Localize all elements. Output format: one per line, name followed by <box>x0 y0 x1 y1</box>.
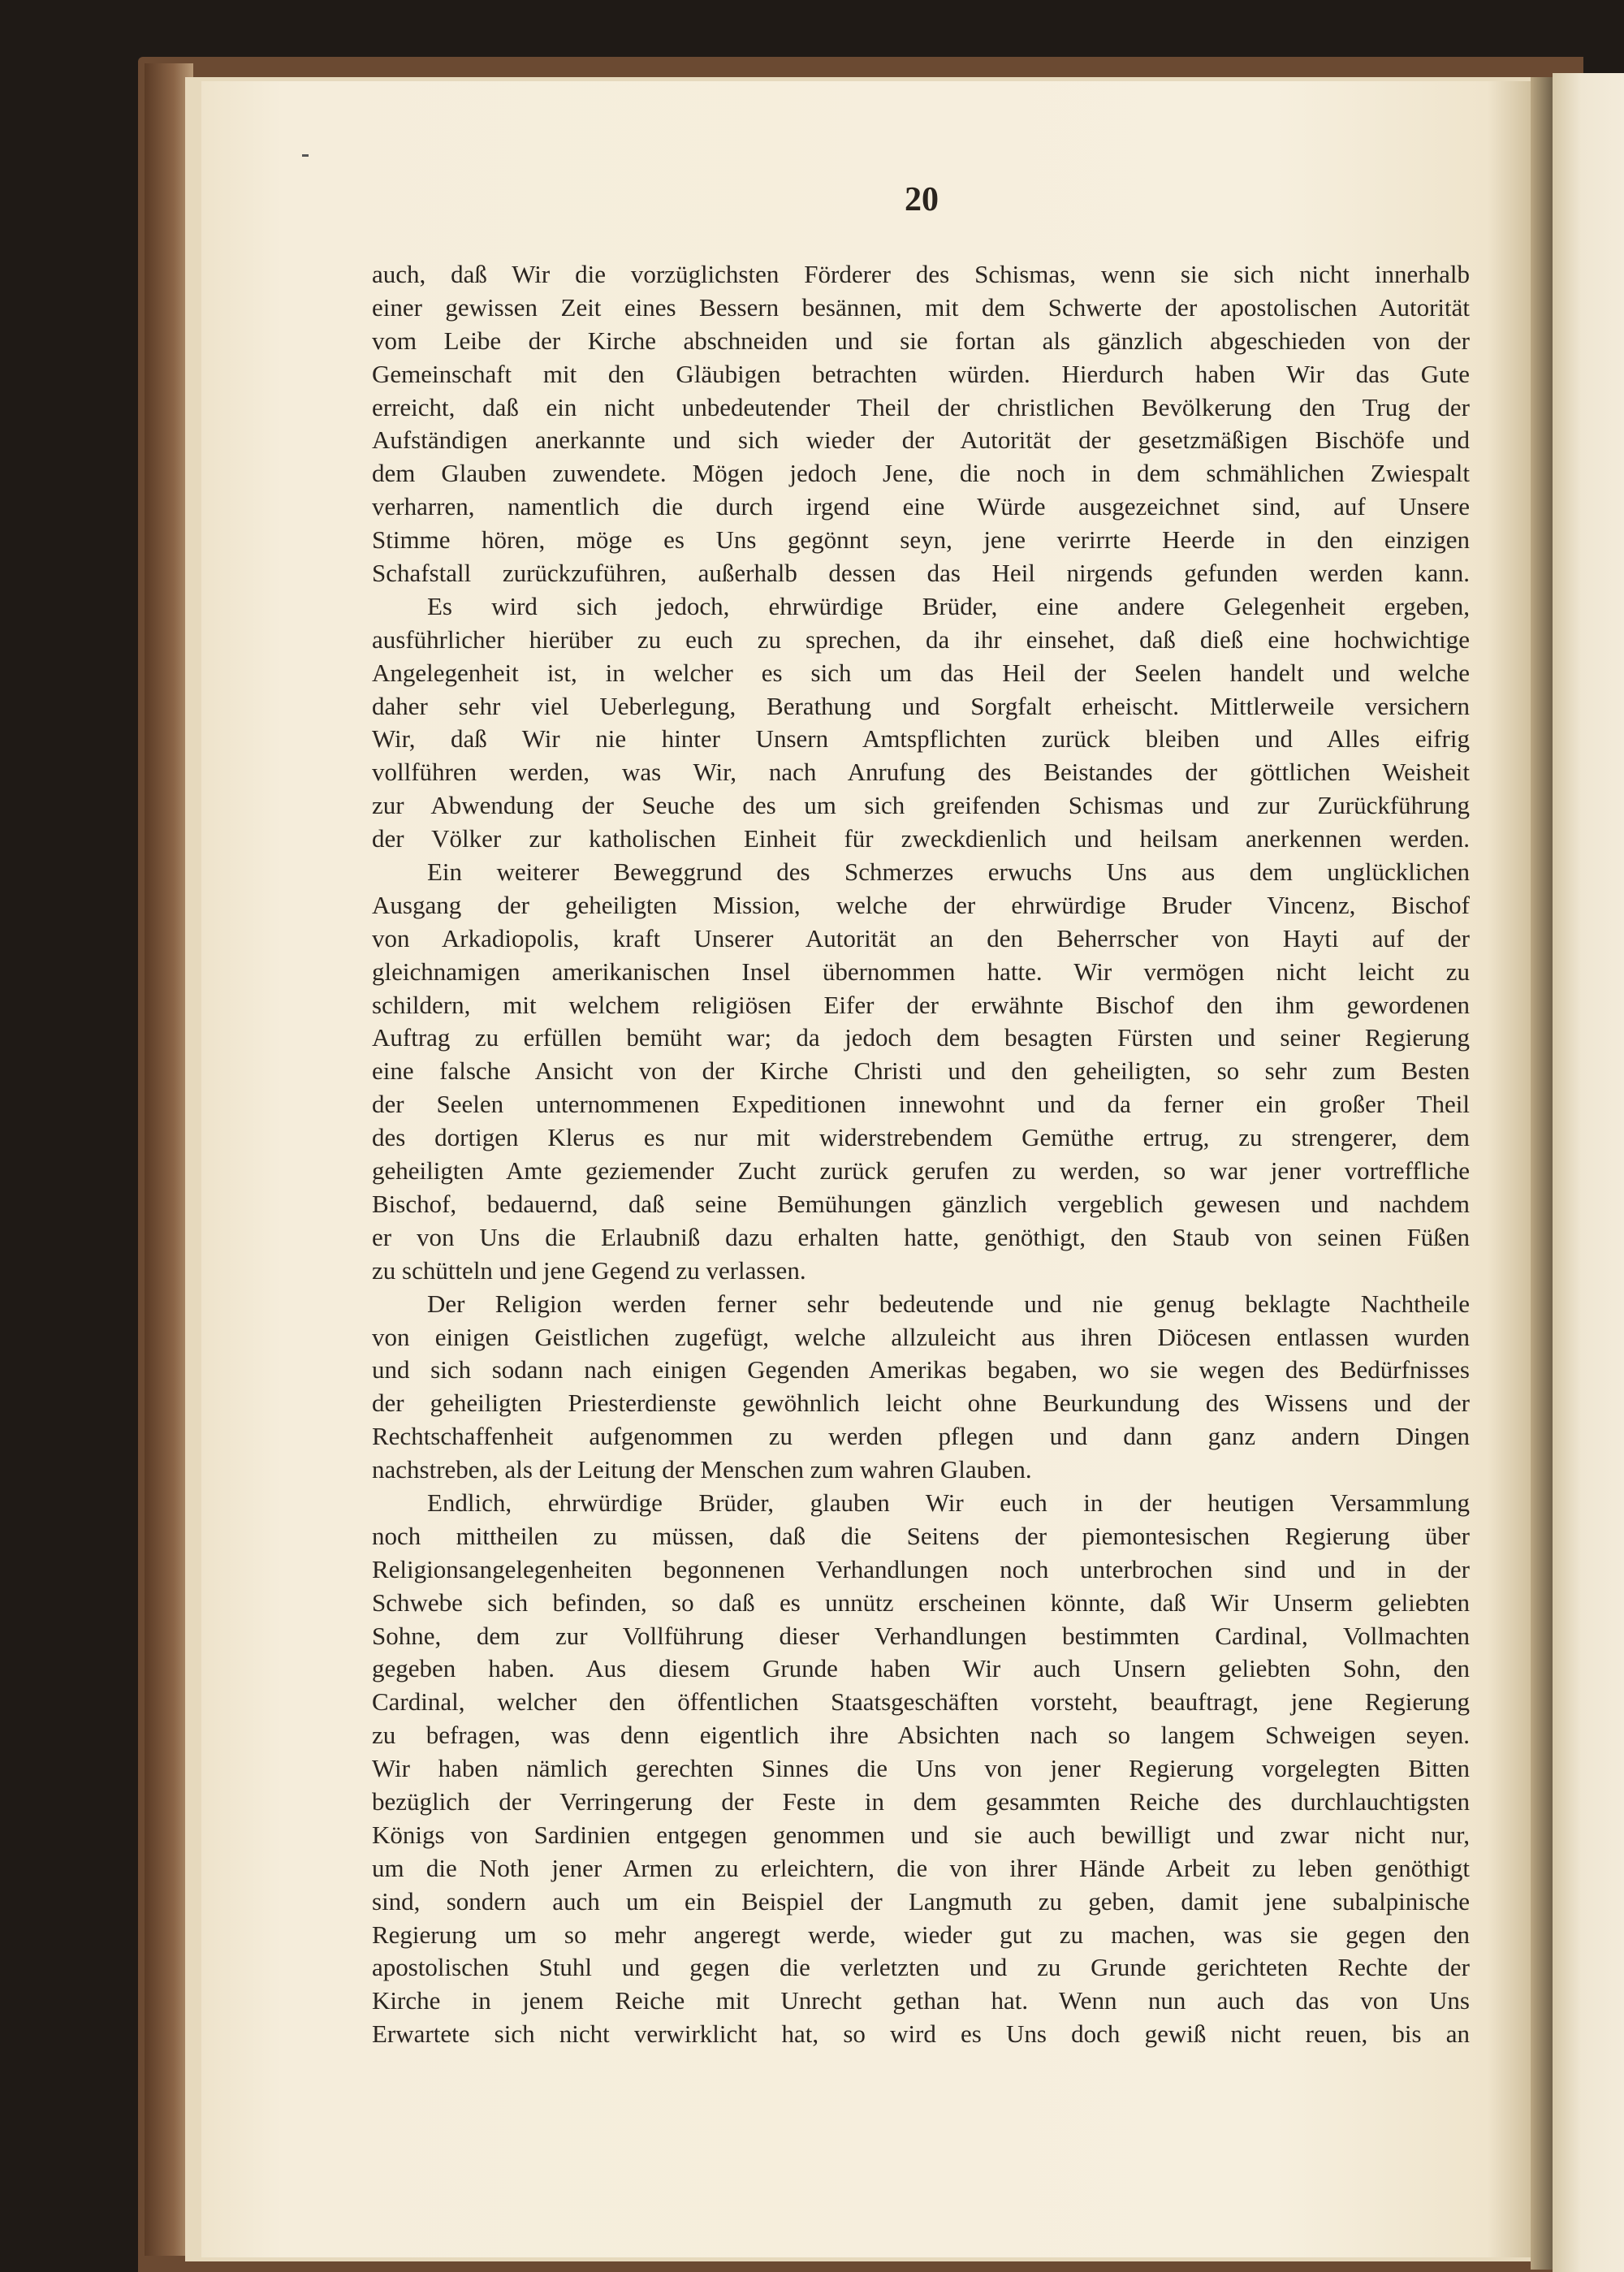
text-line: verharren, namentlich die durch irgend eine Würde ausgezeichnet sind, auf Unsere <box>372 492 1470 521</box>
text-line: apostolischen Stuhl und gegen die verletzten und zu Grunde gerichteten Rechte der <box>372 1953 1470 1982</box>
book-gutter <box>1531 77 1553 2270</box>
text-line: Sohne, dem zur Vollführung dieser Verhandlungen bestimmten Cardinal, Vollmachten <box>372 1621 1470 1650</box>
text-line: bezüglich der Verringerung der Feste in dem gesammten Reiche des durchlauchtigsten <box>372 1786 1470 1816</box>
text-line: von einigen Geistlichen zugefügt, welche allzuleicht aus ihren Diöcesen entlassen wurden <box>372 1322 1470 1351</box>
text-line: Erwartete sich nicht verwirklicht hat, so wird es Uns doch gewiß nicht reuen, bis an <box>372 2019 1470 2049</box>
text-line: Schafstall zurückzuführen, außerhalb dessen das Heil nirgends gefunden werden kann. <box>372 559 1470 588</box>
text-line: um die Noth jener Armen zu erleichtern, die von ihrer Hände Arbeit zu leben genöthigt <box>372 1853 1470 1882</box>
text-line: Angelegenheit ist, in welcher es sich um das Heil der Seelen handelt und welche <box>372 658 1470 687</box>
text-line: nachstreben, als der Leitung der Menschen zum wahren Glauben. <box>372 1455 1032 1484</box>
paragraph <box>372 1288 1470 1487</box>
text-line: er von Uns die Erlaubniß dazu erhalten hatte, genöthigt, den Staub von seinen Füßen <box>372 1222 1470 1251</box>
text-line: Aufständigen anerkannte und sich wieder der Autorität der gesetzmäßigen Bischöfe und <box>372 425 1470 455</box>
text-line: Stimme hören, möge es Uns gegönnt seyn, jene verirrte Heerde in den einzigen <box>372 525 1470 555</box>
text-line: dem Glauben zuwendete. Mögen jedoch Jene, die noch in dem schmählichen Zwiespalt <box>372 459 1470 488</box>
text-line: Es wird sich jedoch, ehrwürdige Brüder, eine andere Gelegenheit ergeben, <box>427 591 1470 620</box>
paragraph <box>372 590 1470 856</box>
text-line: von Arkadiopolis, kraft Unserer Autorität an den Beherrscher von Hayti auf der <box>372 923 1470 952</box>
text-line: einer gewissen Zeit eines Bessern besännen, mit dem Schwerte der apostolischen Autorität <box>372 292 1470 322</box>
paragraph <box>372 1487 1470 2051</box>
paragraph <box>372 856 1470 1288</box>
text-line: noch mittheilen zu müssen, daß die Seitens der piemontesischen Regierung über <box>372 1521 1470 1550</box>
text-line: Kirche in jenem Reiche mit Unrecht gethan hat. Wenn nun auch das von Uns <box>372 1986 1470 2015</box>
text-line: schildern, mit welchem religiösen Eifer der erwähnte Bischof den ihm gewordenen <box>372 990 1470 1019</box>
text-line: ausführlicher hierüber zu euch zu sprechen, da ihr einsehet, daß dieß eine hochwichtige <box>372 624 1470 654</box>
text-line: Auftrag zu erfüllen bemüht war; da jedoch dem besagten Fürsten und seiner Regierung <box>372 1023 1470 1052</box>
text-line: eine falsche Ansicht von der Kirche Christi und den geheiligten, so sehr zum Besten <box>372 1056 1470 1086</box>
text-line: daher sehr viel Ueberlegung, Berathung und Sorgfalt erheischt. Mittlerweile versichern <box>372 691 1470 720</box>
text-line: und sich sodann nach einigen Gegenden Amerikas begaben, wo sie wegen des Bedürfnisses <box>372 1355 1470 1384</box>
text-line: vom Leibe der Kirche abschneiden und sie fortan als gänzlich abgeschieden von der <box>372 326 1470 355</box>
text-line: Schwebe sich befinden, so daß es unnütz erscheinen könnte, daß Wir Unserm geliebten <box>372 1587 1470 1617</box>
text-line: gegeben haben. Aus diesem Grunde haben Wir auch Unsern geliebten Sohn, den <box>372 1654 1470 1683</box>
text-line: der geheiligten Priesterdienste gewöhnlich leicht ohne Beurkundung des Wissens und der <box>372 1389 1470 1418</box>
text-line: Der Religion werden ferner sehr bedeutende und nie genug beklagte Nachtheile <box>427 1289 1470 1318</box>
text-line: des dortigen Klerus es nur mit widerstrebendem Gemüthe ertrug, zu strengerer, dem <box>372 1123 1470 1152</box>
text-line: der Völker zur katholischen Einheit für zweckdienlich und heilsam anerkennen werden. <box>372 824 1470 853</box>
text-line: Wir, daß Wir nie hinter Unsern Amtspflichten zurück bleiben und Alles eifrig <box>372 724 1470 754</box>
paragraph <box>372 258 1470 590</box>
margin-mark <box>302 154 309 157</box>
text-line: zur Abwendung der Seuche des um sich greifenden Schismas und zur Zurückführung <box>372 791 1470 820</box>
text-line: Endlich, ehrwürdige Brüder, glauben Wir euch in der heutigen Versammlung <box>427 1488 1470 1517</box>
text-line: Gemeinschaft mit den Gläubigen betrachten würden. Hierdurch haben Wir das Gute <box>372 359 1470 388</box>
body-text <box>372 258 1470 2051</box>
text-line: geheiligten Amte geziemender Zucht zurück gerufen zu werden, so war jener vortreffliche <box>372 1156 1470 1186</box>
text-line: Ausgang der geheiligten Mission, welche der ehrwürdige Bruder Vincenz, Bischof <box>372 890 1470 919</box>
text-line: auch, daß Wir die vorzüglichsten Förderer des Schismas, wenn sie sich nicht innerhalb <box>372 260 1470 288</box>
text-line: Regierung um so mehr angeregt werde, wieder gut zu machen, was sie gegen den <box>372 1920 1470 1949</box>
text-line: Wir haben nämlich gerechten Sinnes die Uns von jener Regierung vorgelegten Bitten <box>372 1754 1470 1783</box>
text-line: gleichnamigen amerikanischen Insel übernommen hatte. Wir vermögen nicht leicht zu <box>372 957 1470 986</box>
text-line: zu schütteln und jene Gegend zu verlassen. <box>372 1255 806 1285</box>
text-line: Ein weiterer Beweggrund des Schmerzes erwuchs Uns aus dem unglücklichen <box>427 857 1470 887</box>
text-line: sind, sondern auch um ein Beispiel der Langmuth zu geben, damit jene subalpinische <box>372 1886 1470 1916</box>
facing-page-edge <box>1553 73 1624 2272</box>
text-line: Rechtschaffenheit aufgenommen zu werden pflegen und dann ganz andern Dingen <box>372 1422 1470 1451</box>
text-line: zu befragen, was denn eigentlich ihre Absichten nach so langem Schweigen seyen. <box>372 1721 1470 1750</box>
text-line: Cardinal, welcher den öffentlichen Staatsgeschäften vorsteht, beauftragt, jene Regierung <box>372 1687 1470 1717</box>
text-line: Königs von Sardinien entgegen genommen und sie auch bewilligt und zwar nicht nur, <box>372 1820 1470 1849</box>
text-line: Religionsangelegenheiten begonnenen Verhandlungen noch unterbrochen sind und in der <box>372 1554 1470 1583</box>
page-number: 20 <box>905 181 939 218</box>
text-line: Bischof, bedauernd, daß seine Bemühungen gänzlich vergeblich gewesen und nachdem <box>372 1189 1470 1218</box>
text-line: vollführen werden, was Wir, nach Anrufung des Beistandes der göttlichen Weisheit <box>372 758 1470 787</box>
text-line: der Seelen unternommenen Expeditionen innewohnt und da ferner ein großer Theil <box>372 1090 1470 1119</box>
text-line: erreicht, daß ein nicht unbedeutender Theil der christlichen Bevölkerung den Trug der <box>372 392 1470 421</box>
